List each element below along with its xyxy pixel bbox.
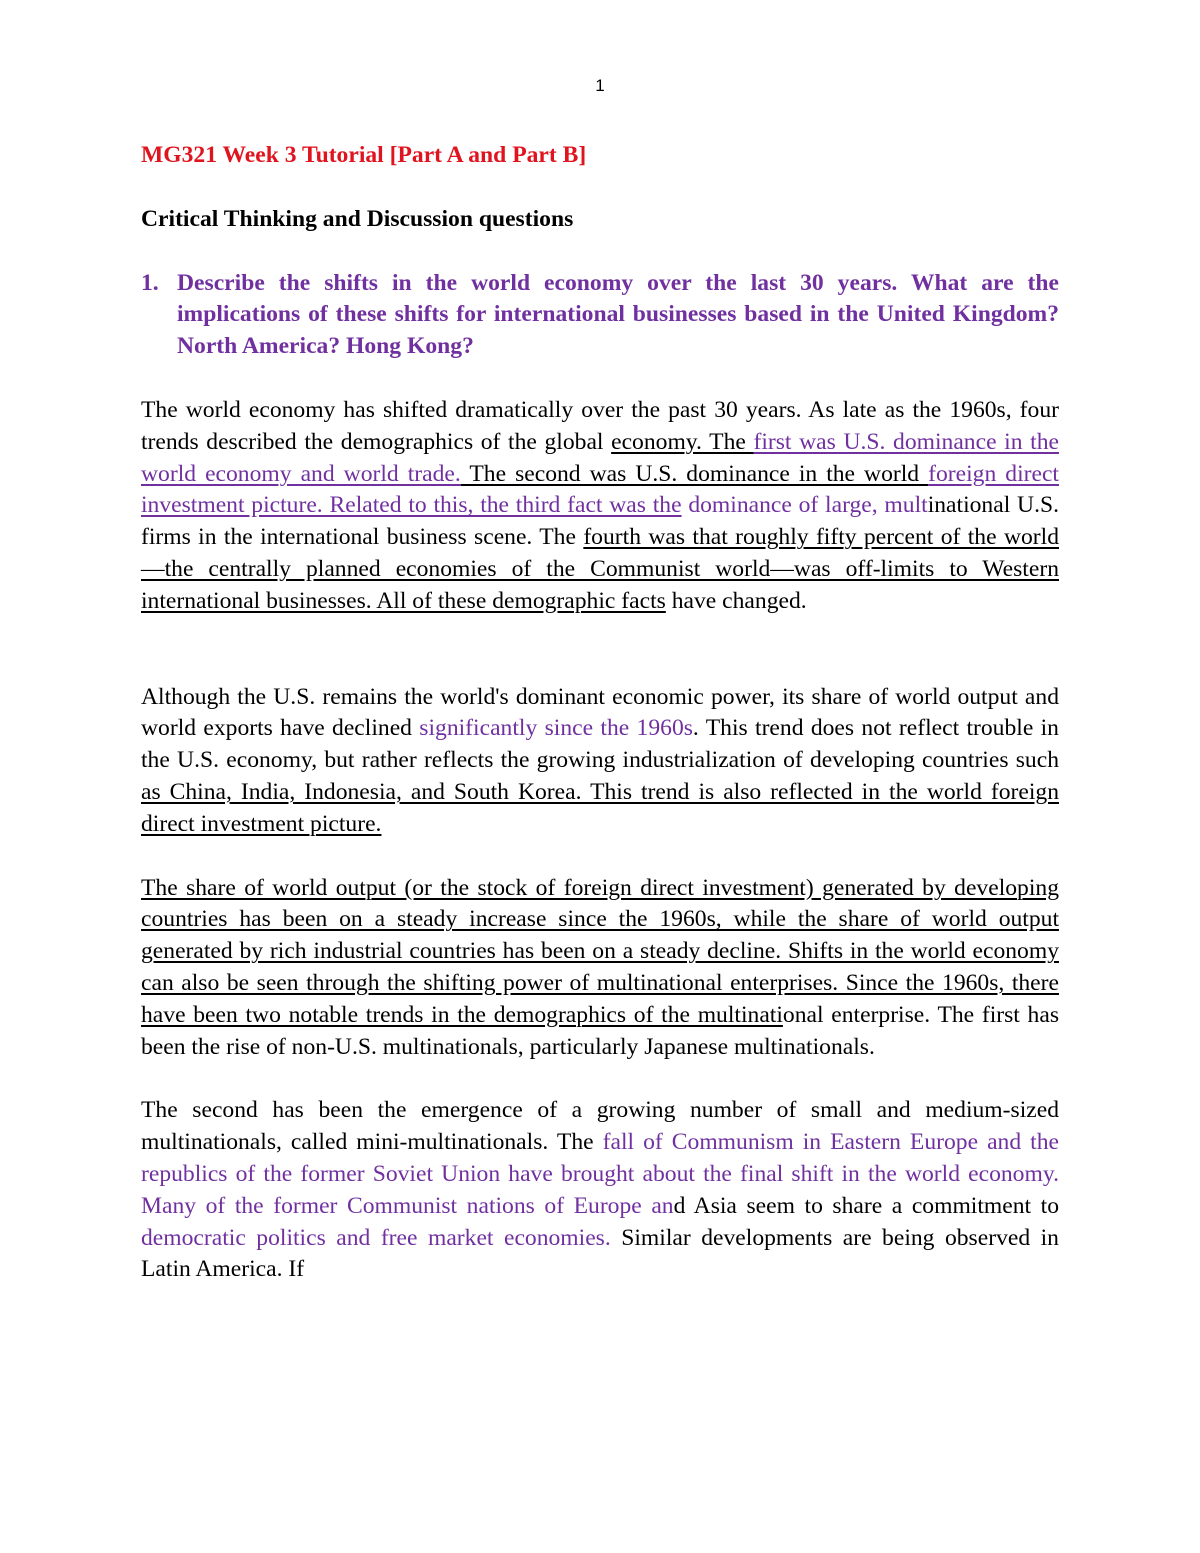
- section-subtitle: Critical Thinking and Discussion questions: [141, 205, 574, 232]
- text-run: democratic politics and free market economies.: [141, 1224, 611, 1251]
- question-1: [141, 268, 1059, 363]
- text-run: Similar developments are being observed in Latin America. If: [141, 1224, 1059, 1283]
- text-run: The second was U.S. dominance in the world: [460, 460, 929, 487]
- text-run: fall of Communism in Eastern Europe and the republics of the former Soviet Union have brought about the final shift in the world economy. Many of the former Communist nations of Europe an: [141, 1129, 1059, 1219]
- text-run: The second has been the emergence of a growing number of small and medium-sized multinationals, called mini-multinationals. The: [141, 1097, 1059, 1156]
- text-run: d Asia seem to share a commitment to: [673, 1192, 1059, 1219]
- text-run: first was U.S. dominance in the world economy and world trade.: [141, 428, 1059, 487]
- text-run: significantly since the 1960s: [419, 715, 693, 742]
- text-run: . This trend does not reflect trouble in the U.S. economy, but rather reflects the growing industrialization of developing countries such: [141, 715, 1059, 774]
- page-number: 1: [595, 76, 605, 95]
- paragraph: [141, 1095, 1059, 1286]
- text-run: The world economy has shifted dramatically over the past 30 years. As late as the 1960s, four trends described the demographics of the global: [141, 396, 1059, 455]
- paragraph: [141, 873, 1059, 1064]
- question-number: 1.: [141, 269, 159, 296]
- text-run: have changed.: [665, 587, 807, 614]
- text-run: inational U.S. firms in the international business scene. The: [141, 492, 1059, 551]
- text-run: foreign direct investment picture. Related to this, the third fact was the: [141, 460, 1059, 519]
- text-run: fourth was that roughly fifty percent of the world—the centrally planned economies of the Communist world—was off-limits to Western international businesses. All of these demographic facts: [141, 524, 1059, 614]
- text-run: dominance of large, mult: [688, 492, 928, 519]
- text-run: The share of world output (or the stock of foreign direct investment) generated by developing countries has been on a steady increase since the 1960s, while the share of world output generated by rich industrial countries has been on a steady decline. Shifts in the world economy can also be seen through the shifting power of multinational enterprises. Since the 1960s, there have been two notable trends in the demographics of the multinati: [141, 874, 1059, 1028]
- text-run: economy. The: [611, 428, 754, 455]
- paragraph: [141, 682, 1059, 841]
- document-title: MG321 Week 3 Tutorial [Part A and Part B]: [141, 142, 587, 168]
- text-run: onal enterprise. The first has been the rise of non-U.S. multinationals, particularly Japanese multinationals.: [141, 1001, 1060, 1060]
- question-text: Describe the shifts in the world economy over the last 30 years. What are the implications of these shifts for international businesses based in the United Kingdom? North America? Hong Kong?: [177, 269, 1059, 360]
- text-run: Although the U.S. remains the world's dominant economic power, its share of world output and world exports have declined: [141, 683, 1059, 742]
- text-run: as China, India, Indonesia, and South Korea. This trend is also reflected in the world foreign direct investment picture.: [141, 778, 1059, 837]
- document-body: [141, 140, 1059, 1286]
- paragraph: [141, 395, 1059, 618]
